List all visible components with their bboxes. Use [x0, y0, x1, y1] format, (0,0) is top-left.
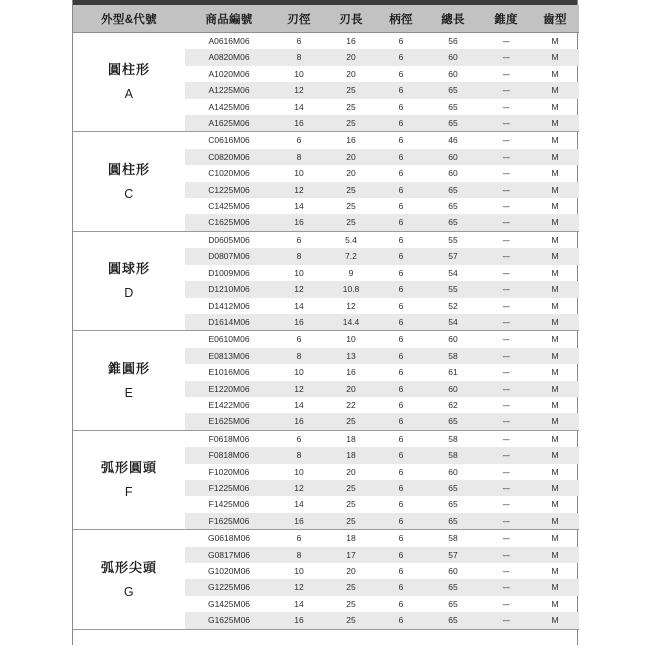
cell-product-number: F0818M06 [185, 447, 273, 463]
cell-total-length: 65 [425, 513, 481, 530]
cell-blade-diameter: 16 [273, 612, 325, 629]
cell-tooth-type: M [531, 612, 579, 629]
shape-label-cell [73, 331, 185, 430]
cell-taper: --- [502, 533, 510, 544]
cell-product-number: A1425M06 [208, 101, 250, 112]
cell-shank-diameter: 6 [377, 513, 425, 530]
cell-product-number: A1020M06 [208, 68, 250, 79]
cell-shank-diameter: 6 [377, 248, 425, 264]
cell-taper: --- [481, 612, 531, 629]
cell-shank-diameter: 6 [377, 480, 425, 496]
shape-name: 圓球形 [107, 261, 150, 277]
cell-taper: --- [502, 267, 510, 278]
column-header-taper: 錐度 [481, 5, 531, 33]
cell-blade-length: 25 [325, 612, 377, 629]
spec-table-container [72, 0, 578, 645]
cell-total-length: 61 [448, 367, 458, 378]
cell-tooth-type: M [531, 413, 579, 430]
cell-total-length: 57 [425, 248, 481, 264]
table-row[interactable] [73, 33, 579, 50]
cell-blade-length: 25 [325, 214, 377, 231]
cell-blade-diameter: 16 [273, 314, 325, 331]
cell-blade-length: 5.4 [345, 234, 357, 245]
table-header [73, 5, 579, 33]
cell-total-length: 60 [448, 566, 458, 576]
cell-total-length: 54 [448, 267, 458, 278]
cell-tooth-type: M [531, 480, 579, 496]
column-header-blade-len: 刃長 [325, 5, 377, 33]
cell-blade-diameter: 12 [273, 82, 325, 98]
cell-tooth-type: M [531, 182, 579, 198]
cell-tooth-type: M [531, 248, 579, 264]
cell-blade-length: 25 [325, 413, 377, 430]
shape-group [73, 132, 579, 231]
cell-taper: --- [481, 248, 531, 264]
cell-shank-diameter: 6 [398, 36, 404, 46]
cell-blade-diameter: 14 [294, 598, 304, 609]
cell-product-number: C1225M06 [185, 182, 273, 198]
column-header-blade-dia: 刃徑 [273, 5, 325, 33]
cell-product-number: E1625M06 [185, 413, 273, 430]
cell-blade-length: 20 [346, 68, 356, 79]
cell-blade-length: 12 [346, 300, 356, 311]
cell-blade-diameter: 8 [273, 149, 325, 165]
cell-product-number: F1425M06 [208, 499, 250, 510]
cell-product-number: D1614M06 [185, 314, 273, 331]
cell-total-length: 65 [425, 579, 481, 595]
cell-taper: --- [502, 101, 510, 112]
cell-blade-length: 25 [325, 182, 377, 198]
cell-product-number: D0807M06 [185, 248, 273, 264]
cell-total-length: 65 [425, 214, 481, 231]
cell-total-length: 65 [448, 101, 458, 112]
cell-blade-length: 18 [346, 533, 356, 544]
cell-tooth-type: M [531, 281, 579, 297]
cell-total-length: 65 [448, 499, 458, 510]
cell-shank-diameter: 6 [398, 234, 404, 245]
cell-blade-diameter: 10 [294, 267, 304, 278]
cell-shank-diameter: 6 [398, 466, 404, 477]
cell-taper: --- [502, 399, 510, 410]
cell-shank-diameter: 6 [398, 499, 404, 510]
cell-product-number: D1009M06 [208, 267, 250, 278]
cell-taper: --- [481, 480, 531, 496]
cell-blade-length: 20 [346, 566, 356, 576]
cell-tooth-type: M [551, 433, 559, 444]
cell-tooth-type: M [531, 513, 579, 530]
cell-shank-diameter: 6 [398, 135, 404, 146]
shape-name: 錐圓形 [107, 360, 150, 376]
cell-taper: --- [502, 135, 510, 146]
cell-shank-diameter: 6 [398, 399, 404, 410]
cell-shank-diameter: 6 [377, 579, 425, 595]
cell-blade-diameter: 8 [273, 447, 325, 463]
shape-code: G [123, 584, 135, 599]
cell-shank-diameter: 6 [377, 612, 425, 629]
cell-product-number: A1225M06 [185, 82, 273, 98]
cell-product-number: G1225M06 [185, 579, 273, 595]
cell-total-length: 65 [448, 598, 458, 609]
cell-blade-length: 25 [325, 579, 377, 595]
cell-product-number: F0618M06 [208, 433, 250, 444]
cell-blade-length: 17 [325, 547, 377, 563]
cell-shank-diameter: 6 [398, 68, 404, 79]
cell-product-number: E0610M06 [208, 334, 250, 345]
cell-taper: --- [481, 513, 531, 530]
cell-shank-diameter: 6 [398, 598, 404, 609]
cell-blade-length: 10 [346, 334, 356, 345]
cell-total-length: 57 [425, 547, 481, 563]
shape-label-cell [73, 132, 185, 231]
cell-total-length: 46 [448, 135, 458, 146]
cell-blade-diameter: 12 [273, 579, 325, 595]
cell-taper: --- [481, 214, 531, 231]
cell-blade-diameter: 8 [273, 348, 325, 364]
cell-total-length: 60 [448, 334, 458, 345]
cell-taper: --- [502, 36, 510, 46]
cell-tooth-type: M [551, 68, 559, 79]
cell-blade-diameter: 14 [294, 399, 304, 410]
cell-shank-diameter: 6 [377, 214, 425, 231]
cell-blade-diameter: 6 [296, 234, 302, 245]
cell-blade-length: 13 [325, 348, 377, 364]
cell-total-length: 56 [448, 36, 458, 46]
cell-taper: --- [502, 433, 510, 444]
cell-blade-length: 25 [325, 513, 377, 530]
cell-shank-diameter: 6 [377, 348, 425, 364]
cell-blade-diameter: 16 [273, 214, 325, 231]
cell-blade-diameter: 6 [296, 533, 302, 544]
cell-blade-length: 18 [325, 447, 377, 463]
cell-shank-diameter: 6 [398, 267, 404, 278]
shape-name: 圓柱形 [107, 62, 150, 78]
cell-tooth-type: M [551, 399, 559, 410]
cell-taper: --- [481, 413, 531, 430]
cell-shank-diameter: 6 [377, 447, 425, 463]
cell-blade-diameter: 14 [294, 300, 304, 311]
cell-shank-diameter: 6 [377, 182, 425, 198]
cell-shank-diameter: 6 [398, 334, 404, 345]
cell-product-number: C0820M06 [185, 149, 273, 165]
cell-total-length: 58 [425, 348, 481, 364]
cell-taper: --- [502, 566, 510, 576]
cell-total-length: 65 [425, 480, 481, 496]
cell-taper: --- [481, 547, 531, 563]
cell-product-number: C1020M06 [208, 168, 250, 179]
cell-tooth-type: M [551, 334, 559, 345]
cell-total-length: 60 [425, 381, 481, 397]
cell-product-number: F1625M06 [185, 513, 273, 530]
cell-blade-diameter: 14 [294, 101, 304, 112]
cell-tooth-type: M [551, 598, 559, 609]
shape-label-cell [73, 33, 185, 132]
cell-product-number: A0616M06 [208, 36, 250, 46]
table-row[interactable] [73, 132, 579, 149]
cell-tooth-type: M [551, 135, 559, 146]
cell-taper: --- [502, 466, 510, 477]
shape-code: F [124, 485, 134, 500]
cell-taper: --- [502, 598, 510, 609]
cell-total-length: 60 [448, 466, 458, 477]
cell-product-number: G1020M06 [207, 566, 251, 576]
cell-blade-length: 25 [346, 598, 356, 609]
cell-taper: --- [481, 447, 531, 463]
cell-tooth-type: M [551, 168, 559, 179]
column-header-tooth-type: 齒型 [531, 5, 579, 33]
cell-blade-length: 20 [325, 49, 377, 65]
cell-total-length: 60 [425, 149, 481, 165]
cell-blade-diameter: 6 [296, 36, 302, 46]
cell-total-length: 65 [448, 201, 458, 212]
cell-tooth-type: M [551, 300, 559, 311]
cell-total-length: 65 [425, 115, 481, 132]
cell-shank-diameter: 6 [398, 566, 404, 576]
cell-blade-length: 25 [346, 201, 356, 212]
cell-tooth-type: M [531, 115, 579, 132]
cell-tooth-type: M [551, 499, 559, 510]
cell-taper: --- [481, 182, 531, 198]
cell-shank-diameter: 6 [398, 367, 404, 378]
cell-blade-length: 22 [346, 399, 356, 410]
table-row[interactable] [73, 430, 579, 447]
cell-shank-diameter: 6 [398, 433, 404, 444]
cell-blade-length: 25 [346, 499, 356, 510]
cell-taper: --- [502, 201, 510, 212]
cell-tooth-type: M [531, 348, 579, 364]
cell-blade-length: 16 [346, 36, 356, 46]
cell-shank-diameter: 6 [398, 300, 404, 311]
cell-product-number: D0605M06 [208, 234, 250, 245]
cell-product-number: C1625M06 [185, 214, 273, 231]
cell-blade-diameter: 12 [273, 381, 325, 397]
cell-product-number: G0618M06 [207, 533, 251, 544]
column-header-shank-dia: 柄徑 [377, 5, 425, 33]
shape-name: 弧形圓頭 [100, 460, 157, 476]
cell-blade-diameter: 8 [273, 248, 325, 264]
cell-blade-diameter: 12 [273, 281, 325, 297]
cell-taper: --- [481, 49, 531, 65]
cell-shank-diameter: 6 [377, 314, 425, 331]
cell-total-length: 60 [448, 68, 458, 79]
column-header-total-len: 總長 [425, 5, 481, 33]
cell-product-number: D1412M06 [208, 300, 250, 311]
cell-taper: --- [481, 381, 531, 397]
cell-blade-diameter: 10 [294, 566, 304, 576]
cell-shank-diameter: 6 [377, 547, 425, 563]
cell-product-number: F1020M06 [208, 466, 250, 477]
cell-taper: --- [481, 115, 531, 132]
cell-total-length: 58 [448, 533, 458, 544]
cell-blade-diameter: 6 [296, 334, 302, 345]
shape-group [73, 33, 579, 132]
cell-taper: --- [481, 348, 531, 364]
cell-total-length: 60 [448, 168, 458, 179]
cell-tooth-type: M [531, 447, 579, 463]
cell-blade-length: 25 [325, 82, 377, 98]
cell-shank-diameter: 6 [377, 381, 425, 397]
shape-label-cell [73, 530, 185, 629]
cell-tooth-type: M [551, 101, 559, 112]
cell-blade-diameter: 16 [273, 413, 325, 430]
cell-taper: --- [502, 334, 510, 345]
cell-tooth-type: M [551, 267, 559, 278]
cell-tooth-type: M [531, 214, 579, 231]
shape-name: 弧形尖頭 [100, 559, 157, 575]
shape-code: A [124, 87, 134, 102]
cell-blade-diameter: 12 [273, 480, 325, 496]
cell-tooth-type: M [551, 533, 559, 544]
cell-taper: --- [481, 82, 531, 98]
shape-group [73, 331, 579, 430]
cell-product-number: E1016M06 [208, 367, 250, 378]
cell-tooth-type: M [531, 49, 579, 65]
cell-product-number: C0616M06 [208, 135, 250, 146]
cell-total-length: 52 [448, 300, 458, 311]
shape-code: D [124, 286, 134, 301]
cell-taper: --- [502, 499, 510, 510]
cell-blade-diameter: 12 [273, 182, 325, 198]
cell-shank-diameter: 6 [377, 149, 425, 165]
cell-taper: --- [481, 149, 531, 165]
header-row [73, 5, 579, 33]
cell-taper: --- [481, 579, 531, 595]
cell-shank-diameter: 6 [398, 101, 404, 112]
shape-code: C [124, 186, 134, 201]
cell-taper: --- [502, 68, 510, 79]
cell-taper: --- [481, 314, 531, 331]
cell-blade-diameter: 8 [273, 49, 325, 65]
table-row[interactable] [73, 231, 579, 248]
cell-blade-diameter: 14 [294, 499, 304, 510]
cell-taper: --- [502, 168, 510, 179]
cell-product-number: F1225M06 [185, 480, 273, 496]
cell-total-length: 65 [425, 413, 481, 430]
cell-tooth-type: M [531, 547, 579, 563]
cell-blade-diameter: 10 [294, 367, 304, 378]
cell-blade-length: 18 [346, 433, 356, 444]
column-header-shape-code: 外型&代號 [73, 5, 185, 33]
cell-blade-diameter: 10 [294, 68, 304, 79]
cell-tooth-type: M [531, 82, 579, 98]
cell-blade-length: 9 [348, 267, 354, 278]
cell-blade-length: 25 [346, 101, 356, 112]
shape-group [73, 530, 579, 629]
cell-blade-length: 20 [346, 466, 356, 477]
cell-product-number: G0817M06 [185, 547, 273, 563]
cell-blade-length: 14.4 [325, 314, 377, 331]
cell-blade-length: 20 [346, 168, 356, 179]
cell-blade-length: 25 [325, 115, 377, 132]
cell-product-number: E0813M06 [185, 348, 273, 364]
cell-blade-diameter: 10 [294, 168, 304, 179]
cell-blade-diameter: 8 [273, 547, 325, 563]
column-header-product-no: 商品編號 [185, 5, 273, 33]
cell-product-number: A1625M06 [185, 115, 273, 132]
cell-total-length: 58 [448, 433, 458, 444]
cell-blade-length: 25 [325, 480, 377, 496]
cell-shank-diameter: 6 [398, 201, 404, 212]
cell-blade-length: 7.2 [325, 248, 377, 264]
cell-blade-diameter: 14 [294, 201, 304, 212]
cell-taper: --- [481, 281, 531, 297]
cell-total-length: 60 [425, 49, 481, 65]
table-row[interactable] [73, 331, 579, 348]
cell-shank-diameter: 6 [377, 49, 425, 65]
cell-tooth-type: M [551, 36, 559, 46]
cell-tooth-type: M [551, 201, 559, 212]
cell-tooth-type: M [551, 234, 559, 245]
cell-total-length: 65 [425, 182, 481, 198]
cell-tooth-type: M [531, 149, 579, 165]
cell-taper: --- [502, 234, 510, 245]
cell-shank-diameter: 6 [398, 533, 404, 544]
cell-product-number: E1220M06 [185, 381, 273, 397]
shape-name: 圓柱形 [107, 161, 150, 177]
cell-total-length: 55 [448, 234, 458, 245]
cell-blade-diameter: 16 [273, 513, 325, 530]
cell-total-length: 58 [425, 447, 481, 463]
cell-shank-diameter: 6 [377, 82, 425, 98]
table-row[interactable] [73, 530, 579, 547]
cell-tooth-type: M [551, 466, 559, 477]
cell-blade-diameter: 10 [294, 466, 304, 477]
cell-tooth-type: M [551, 367, 559, 378]
specification-table [73, 5, 579, 630]
cell-blade-length: 20 [325, 149, 377, 165]
cell-shank-diameter: 6 [398, 168, 404, 179]
cell-product-number: E1422M06 [208, 399, 250, 410]
cell-blade-diameter: 6 [296, 433, 302, 444]
cell-blade-length: 16 [346, 135, 356, 146]
cell-taper: --- [502, 367, 510, 378]
cell-product-number: G1625M06 [185, 612, 273, 629]
shape-label-cell [73, 430, 185, 529]
cell-blade-diameter: 16 [273, 115, 325, 132]
cell-shank-diameter: 6 [377, 281, 425, 297]
cell-total-length: 55 [425, 281, 481, 297]
cell-tooth-type: M [551, 566, 559, 576]
cell-product-number: G1425M06 [207, 598, 251, 609]
shape-code: E [124, 385, 134, 400]
cell-blade-length: 10.8 [325, 281, 377, 297]
cell-product-number: D1210M06 [185, 281, 273, 297]
cell-total-length: 62 [448, 399, 458, 410]
cell-product-number: A0820M06 [185, 49, 273, 65]
cell-shank-diameter: 6 [377, 115, 425, 132]
cell-tooth-type: M [531, 314, 579, 331]
cell-blade-diameter: 6 [296, 135, 302, 146]
cell-taper: --- [502, 300, 510, 311]
shape-group [73, 430, 579, 529]
cell-product-number: C1425M06 [208, 201, 250, 212]
cell-total-length: 65 [425, 612, 481, 629]
shape-group [73, 231, 579, 330]
cell-blade-length: 20 [325, 381, 377, 397]
cell-tooth-type: M [531, 579, 579, 595]
cell-shank-diameter: 6 [377, 413, 425, 430]
cell-total-length: 65 [425, 82, 481, 98]
cell-tooth-type: M [531, 381, 579, 397]
cell-blade-length: 16 [346, 367, 356, 378]
cell-total-length: 54 [425, 314, 481, 331]
shape-label-cell [73, 231, 185, 330]
